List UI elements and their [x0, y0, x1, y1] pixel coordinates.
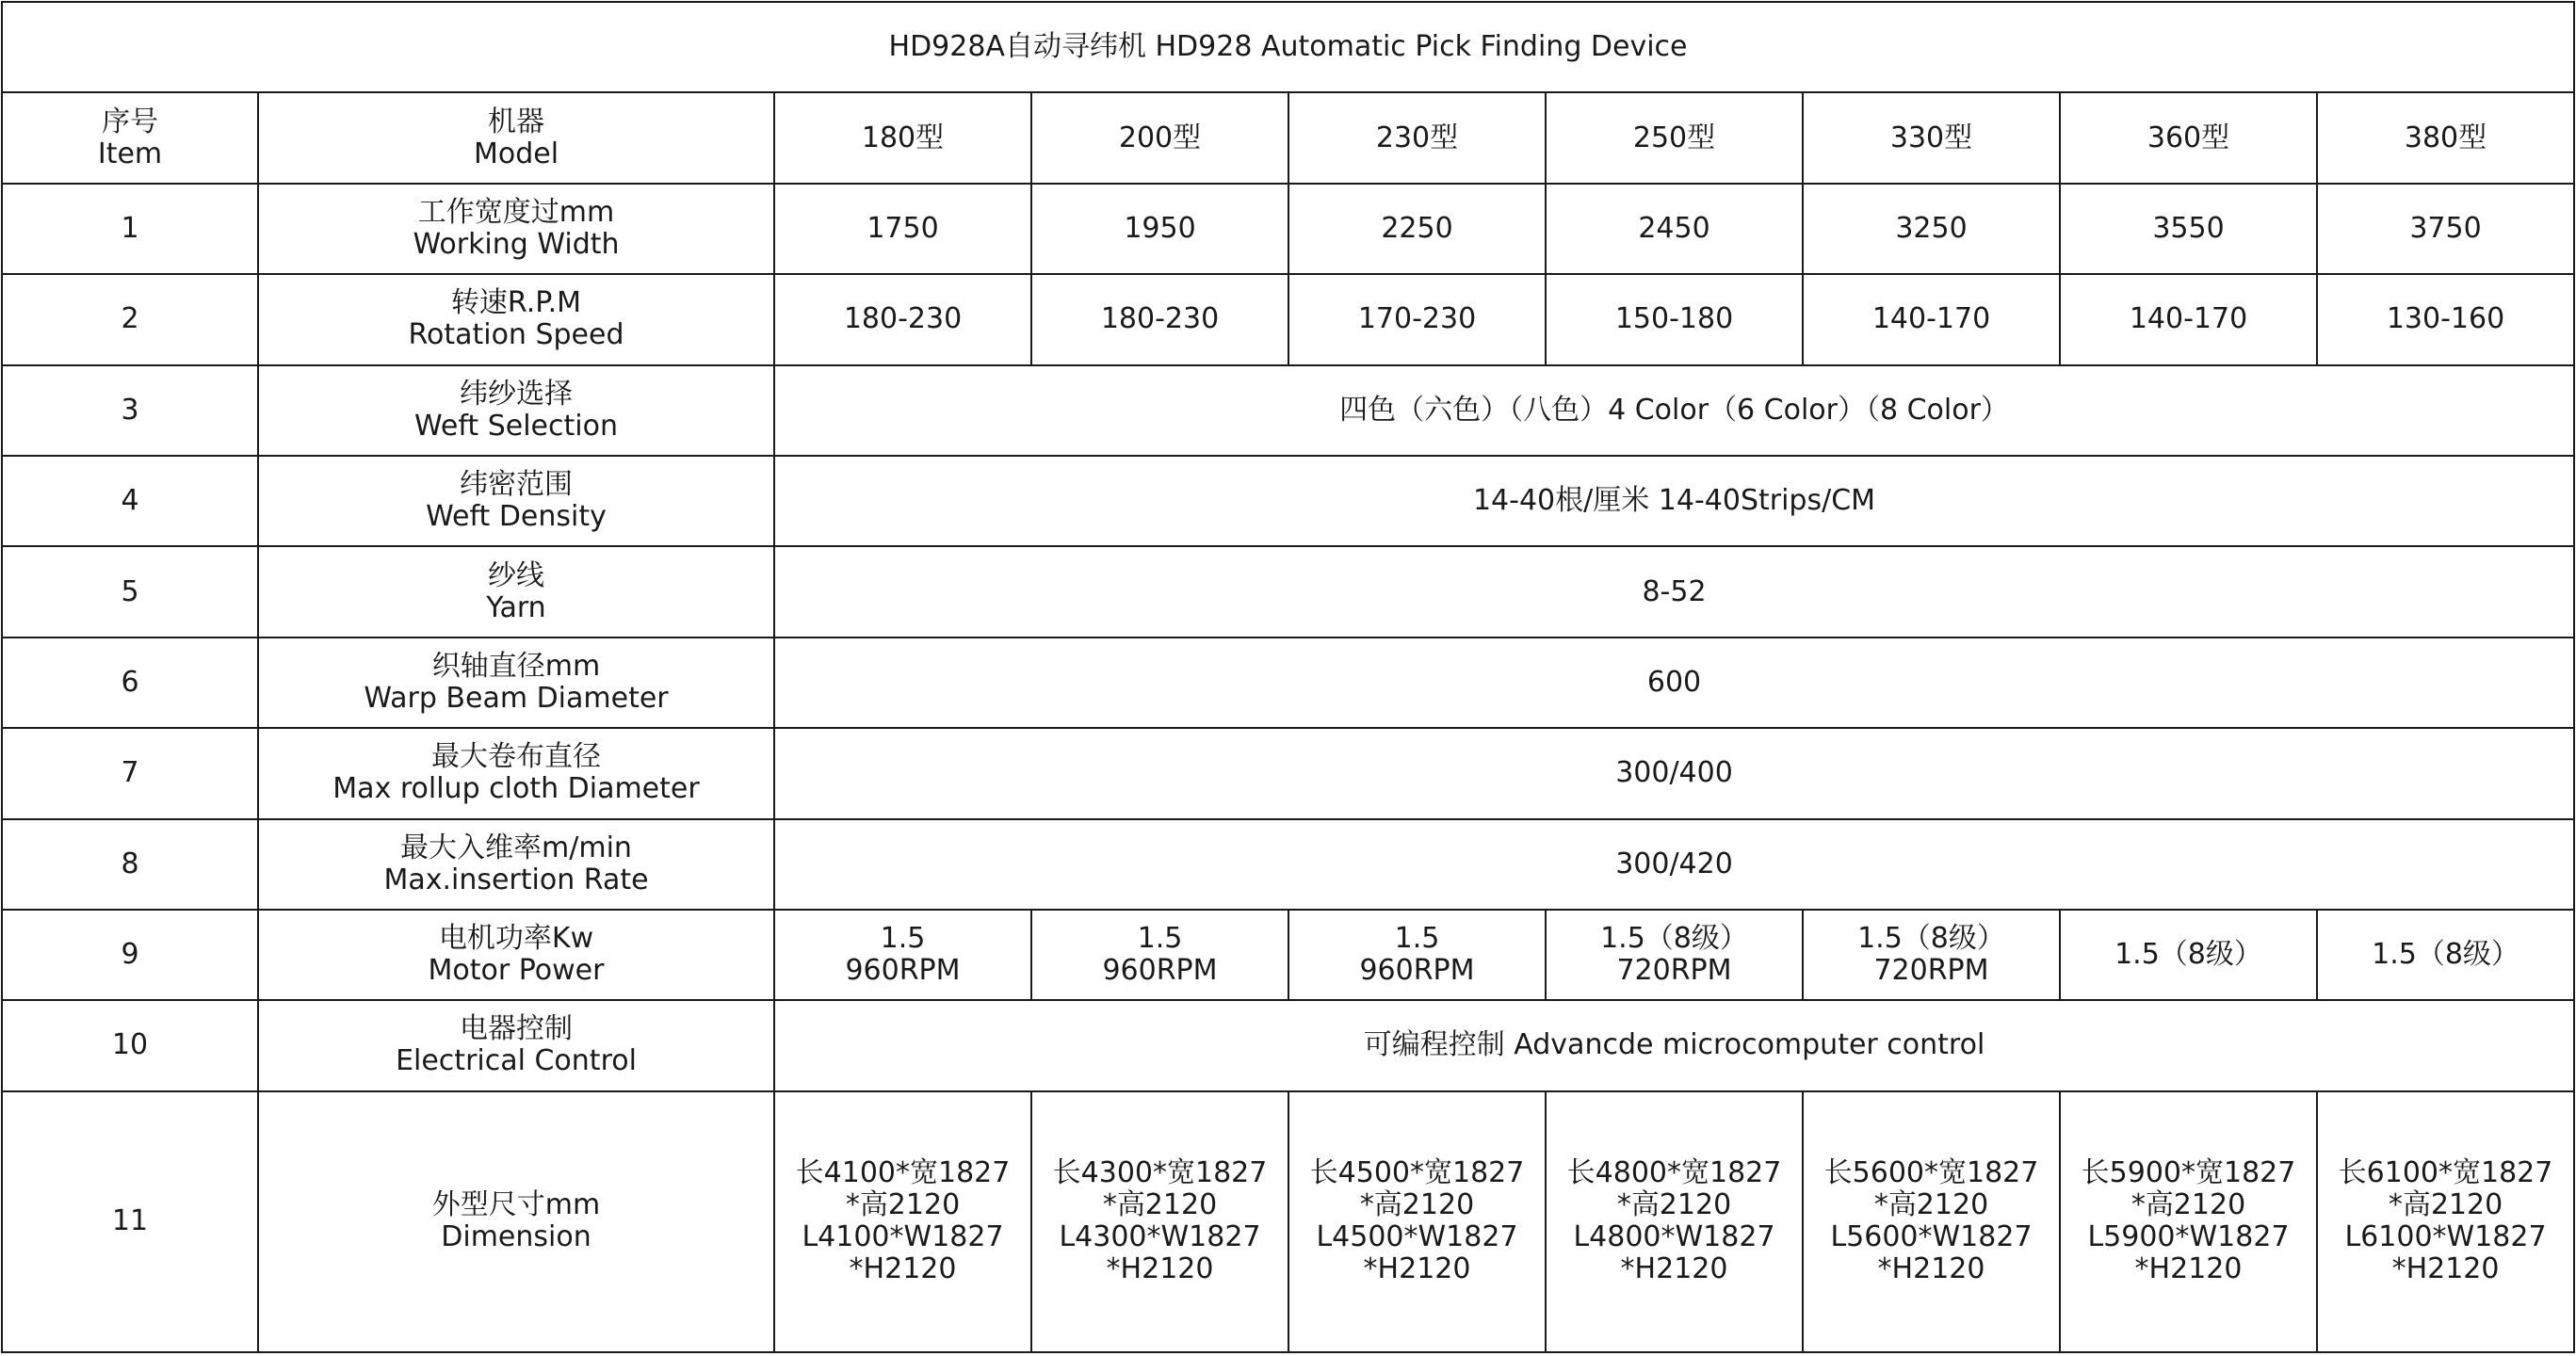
- value-cell: [2060, 274, 2317, 364]
- parameter-name-line: 转速R.P.M: [450, 286, 582, 320]
- model-header-cell: 380型: [2317, 92, 2574, 183]
- value-line: *H2120: [2391, 1252, 2500, 1286]
- parameter-name: [258, 910, 774, 1000]
- value-cell: [2317, 184, 2574, 274]
- table-row: [2, 365, 2574, 456]
- value-cell: [1288, 910, 1546, 1000]
- value-line: 1.5: [1394, 922, 1440, 956]
- value-line: 1750: [867, 211, 939, 245]
- value-line: 2450: [1638, 211, 1710, 245]
- model-header-cell: 180型: [774, 92, 1031, 183]
- item-number: 6: [2, 638, 258, 728]
- model-header-cn: 机器: [488, 105, 544, 138]
- item-header-en: Item: [97, 137, 163, 170]
- merged-value-cell: 8-52: [774, 546, 2574, 637]
- parameter-name-line: Weft Selection: [414, 409, 618, 443]
- value-cell: [774, 1091, 1031, 1352]
- value-cell: [1031, 184, 1288, 274]
- value-cell: [774, 184, 1031, 274]
- value-line: *H2120: [1620, 1252, 1728, 1286]
- value-cell: [774, 274, 1031, 364]
- value-line: 1.5（8级）: [1857, 922, 2005, 956]
- merged-value-cell: 可编程控制 Advancde microcomputer control: [774, 1000, 2574, 1090]
- item-number: 3: [2, 365, 258, 456]
- value-cell: [1031, 274, 1288, 364]
- model-header-cell: 250型: [1546, 92, 1803, 183]
- item-number: 2: [2, 274, 258, 364]
- value-line: 1.5: [880, 922, 926, 956]
- value-line: 960RPM: [1102, 954, 1218, 988]
- model-header-cell: 360型: [2060, 92, 2317, 183]
- parameter-name-line: Electrical Control: [396, 1044, 637, 1078]
- value-cell: [1803, 184, 2060, 274]
- parameter-name-line: 纬纱选择: [460, 377, 573, 411]
- value-line: 150-180: [1614, 302, 1734, 336]
- merged-value-cell: 四色（六色）（八色）4 Color（6 Color）（8 Color）: [774, 365, 2574, 456]
- value-line: L5900*W1827: [2087, 1220, 2290, 1254]
- parameter-name: [258, 728, 774, 818]
- value-line: 长4500*宽1827: [1309, 1156, 1525, 1190]
- value-line: *高2120: [845, 1188, 961, 1222]
- parameter-name-line: Yarn: [486, 590, 546, 624]
- value-line: 长5600*宽1827: [1823, 1156, 2039, 1190]
- model-header-cell: 230型: [1288, 92, 1546, 183]
- value-line: 长4100*宽1827: [795, 1156, 1011, 1190]
- value-cell: [1546, 274, 1803, 364]
- value-line: 180-230: [1100, 302, 1220, 336]
- value-line: L4300*W1827: [1059, 1220, 1261, 1254]
- parameter-name-line: Rotation Speed: [408, 318, 624, 352]
- value-line: 720RPM: [1873, 954, 1989, 988]
- parameter-name-line: 最大卷布直径: [431, 740, 601, 774]
- value-cell: [2060, 1091, 2317, 1352]
- value-line: 1950: [1124, 211, 1196, 245]
- item-header-cn: 序号: [102, 105, 158, 138]
- model-header-cell: 330型: [1803, 92, 2060, 183]
- value-line: *高2120: [2130, 1188, 2246, 1222]
- value-line: L5600*W1827: [1830, 1220, 2033, 1254]
- value-line: 180-230: [843, 302, 963, 336]
- value-cell: [1803, 910, 2060, 1000]
- table-row: [2, 910, 2574, 1000]
- value-line: *H2120: [2134, 1252, 2243, 1286]
- value-line: 3750: [2409, 211, 2482, 245]
- parameter-name: [258, 819, 774, 910]
- parameter-name-line: Max rollup cloth Diameter: [332, 772, 700, 806]
- item-number: 10: [2, 1000, 258, 1090]
- value-cell: [1288, 184, 1546, 274]
- value-cell: [2317, 274, 2574, 364]
- item-number: 9: [2, 910, 258, 1000]
- value-cell: [1546, 1091, 1803, 1352]
- merged-value-cell: 600: [774, 638, 2574, 728]
- value-line: 3550: [2152, 211, 2225, 245]
- table-row: [2, 819, 2574, 910]
- value-cell: [774, 910, 1031, 1000]
- value-line: *高2120: [2388, 1188, 2503, 1222]
- table-title: HD928A自动寻纬机 HD928 Automatic Pick Finding Device: [2, 2, 2574, 92]
- merged-value-cell: 300/420: [774, 819, 2574, 910]
- spec-table: [1, 1, 2575, 1353]
- parameter-name: [258, 365, 774, 456]
- value-line: 1.5（8级）: [1600, 922, 1748, 956]
- parameter-name-line: Warp Beam Diameter: [364, 681, 669, 715]
- value-cell: [1546, 910, 1803, 1000]
- value-line: 长4800*宽1827: [1566, 1156, 1782, 1190]
- parameter-name: [258, 274, 774, 364]
- value-line: 960RPM: [1359, 954, 1475, 988]
- value-line: 720RPM: [1616, 954, 1732, 988]
- merged-value-cell: 300/400: [774, 728, 2574, 818]
- parameter-name: [258, 1091, 774, 1352]
- item-number: 7: [2, 728, 258, 818]
- parameter-name-line: 纱线: [488, 558, 544, 592]
- value-cell: [1546, 184, 1803, 274]
- value-line: *高2120: [1359, 1188, 1475, 1222]
- parameter-name-line: Motor Power: [428, 954, 605, 988]
- value-line: 140-170: [2129, 302, 2248, 336]
- value-line: 130-160: [2386, 302, 2505, 336]
- parameter-name-line: Dimension: [441, 1220, 591, 1254]
- table-row: [2, 1091, 2574, 1352]
- value-cell: [2060, 184, 2317, 274]
- header-row: [2, 92, 2574, 183]
- value-line: 140-170: [1871, 302, 1991, 336]
- value-line: 长6100*宽1827: [2338, 1156, 2553, 1190]
- model-header: [258, 92, 774, 183]
- item-header: [2, 92, 258, 183]
- parameter-name: [258, 184, 774, 274]
- value-line: 2250: [1381, 211, 1453, 245]
- table-row: [2, 1000, 2574, 1090]
- value-line: L4100*W1827: [802, 1220, 1004, 1254]
- parameter-name: [258, 456, 774, 546]
- table-row: [2, 546, 2574, 637]
- value-cell: [2317, 1091, 2574, 1352]
- value-line: *H2120: [1363, 1252, 1471, 1286]
- parameter-name-line: 电机功率Kw: [438, 922, 594, 956]
- table-row: [2, 456, 2574, 546]
- value-line: *H2120: [1877, 1252, 1985, 1286]
- model-header-en: Model: [473, 137, 559, 170]
- model-header-cell: 200型: [1031, 92, 1288, 183]
- value-cell: [1803, 1091, 2060, 1352]
- parameter-name-line: Working Width: [413, 227, 620, 261]
- value-line: 1.5（8级）: [2114, 938, 2262, 972]
- value-line: 1.5（8级）: [2372, 938, 2519, 972]
- value-cell: [1031, 1091, 1288, 1352]
- item-number: 1: [2, 184, 258, 274]
- value-line: L4500*W1827: [1316, 1220, 1518, 1254]
- parameter-name-line: 电器控制: [460, 1012, 573, 1046]
- parameter-name-line: 外型尺寸mm: [431, 1188, 601, 1222]
- value-cell: [2060, 910, 2317, 1000]
- table-row: [2, 184, 2574, 274]
- value-line: L6100*W1827: [2344, 1220, 2547, 1254]
- item-number: 11: [2, 1091, 258, 1352]
- item-number: 5: [2, 546, 258, 637]
- table-row: [2, 728, 2574, 818]
- value-line: 长5900*宽1827: [2081, 1156, 2296, 1190]
- parameter-name-line: 工作宽度过mm: [417, 195, 615, 229]
- value-line: *高2120: [1616, 1188, 1732, 1222]
- value-cell: [1288, 1091, 1546, 1352]
- value-line: 960RPM: [845, 954, 961, 988]
- item-number: 8: [2, 819, 258, 910]
- item-number: 4: [2, 456, 258, 546]
- parameter-name: [258, 1000, 774, 1090]
- value-line: L4800*W1827: [1573, 1220, 1775, 1254]
- value-cell: [2317, 910, 2574, 1000]
- value-cell: [1031, 910, 1288, 1000]
- merged-value-cell: 14-40根/厘米 14-40Strips/CM: [774, 456, 2574, 546]
- value-cell: [1288, 274, 1546, 364]
- parameter-name-line: Max.insertion Rate: [383, 863, 649, 896]
- value-line: *高2120: [1102, 1188, 1218, 1222]
- parameter-name-line: 最大入维率m/min: [400, 831, 632, 864]
- parameter-name-line: 纬密范围: [460, 468, 573, 502]
- table-row: [2, 638, 2574, 728]
- value-line: *H2120: [1106, 1252, 1214, 1286]
- value-line: *H2120: [849, 1252, 957, 1286]
- parameter-name: [258, 546, 774, 637]
- parameter-name-line: Weft Density: [426, 500, 607, 534]
- value-line: *高2120: [1873, 1188, 1989, 1222]
- value-line: 3250: [1895, 211, 1968, 245]
- value-line: 1.5: [1137, 922, 1183, 956]
- value-cell: [1803, 274, 2060, 364]
- parameter-name-line: 织轴直径mm: [431, 649, 601, 683]
- value-line: 170-230: [1357, 302, 1477, 336]
- value-line: 长4300*宽1827: [1052, 1156, 1268, 1190]
- parameter-name: [258, 638, 774, 728]
- table-row: [2, 274, 2574, 364]
